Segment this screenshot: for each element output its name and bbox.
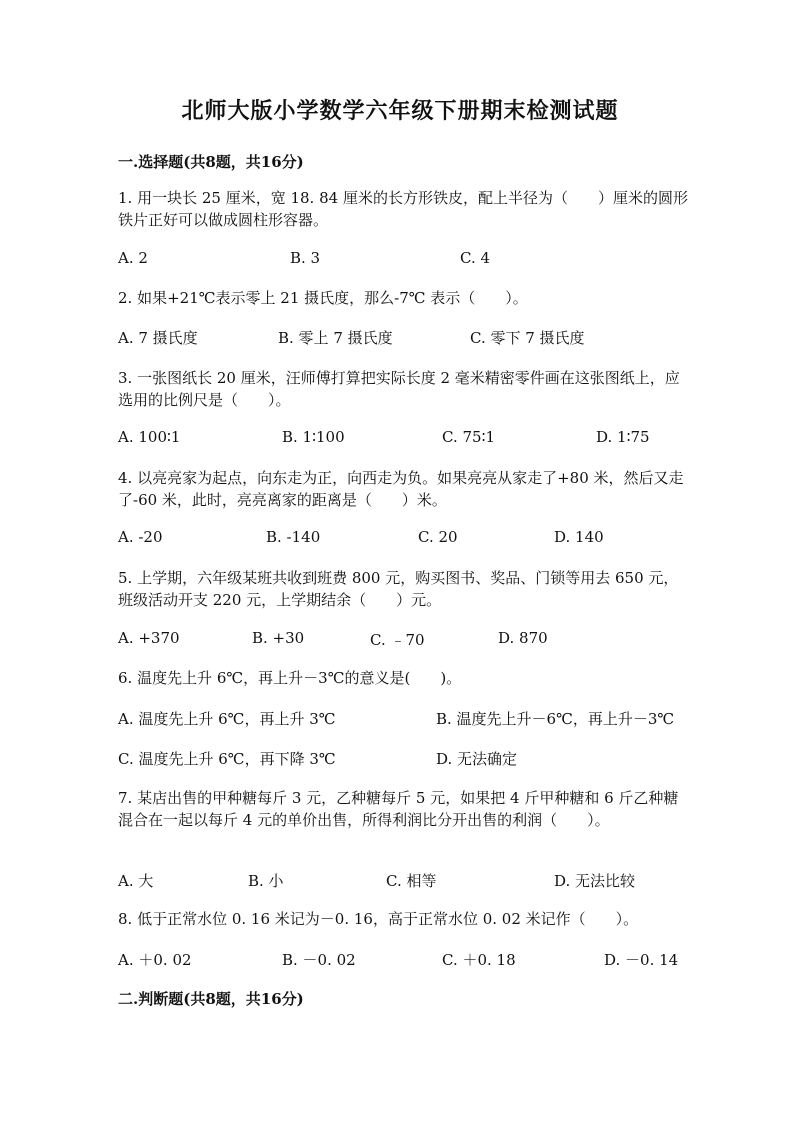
question-2: 2. 如果+21℃表示零上 21 摄氏度，那么-7℃ 表示（ ）。 — [118, 289, 528, 307]
question-8: 8. 低于正常水位 0. 16 米记为－0. 16，高于正常水位 0. 02 米记作（ ）。 — [118, 910, 639, 928]
options-3 — [118, 428, 698, 450]
option-d: D. 870 — [498, 629, 548, 647]
question-7: 7. 某店出售的甲种糖每斤 3 元，乙种糖每斤 5 元，如果把 4 斤甲种糖和 6 斤乙种糖混合在一起以每斤 4 元的单价出售，所得利润比分开出售的利润（ ）。 — [118, 789, 679, 829]
option-a: A. 大 — [118, 872, 154, 890]
option-a: A. +370 — [118, 629, 180, 647]
option-a: A. 100∶1 — [118, 428, 181, 446]
question-6: 6. 温度先上升 6℃，再上升－3℃的意义是( )。 — [118, 669, 462, 687]
question-1: 1. 用一块长 25 厘米，宽 18. 84 厘米的长方形铁皮，配上半径为（ ）厘米的圆形铁片正好可以做成圆柱形容器。 — [118, 189, 688, 229]
option-d: D. －0. 14 — [604, 951, 679, 969]
option-a: A. 7 摄氏度 — [118, 329, 198, 347]
question-3: 3. 一张图纸长 20 厘米，汪师傅打算把实际长度 2 毫米精密零件画在这张图纸上，应选用的比例尺是（ ）。 — [118, 369, 680, 409]
option-b: B. 零上 7 摄氏度 — [278, 329, 393, 347]
option-b: B. -140 — [266, 528, 321, 546]
option-b: B. 3 — [290, 249, 321, 267]
options-1 — [118, 249, 698, 271]
question-4: 4. 以亮亮家为起点，向东走为正，向西走为负。如果亮亮从家走了+80 米，然后又走了-60 米，此时，亮亮离家的距离是（ ）米。 — [118, 469, 684, 509]
options-2 — [118, 327, 698, 349]
options-5 — [118, 629, 698, 651]
section-heading-judge: 二.判断题(共8题，共16分) — [118, 990, 304, 1008]
option-d: D. 无法确定 — [436, 750, 518, 768]
option-d: D. 140 — [554, 528, 604, 546]
option-c: C. ﹣70 — [370, 631, 425, 649]
options-6-row2 — [118, 748, 698, 770]
options-7 — [118, 870, 698, 892]
option-b: B. －0. 02 — [282, 951, 356, 969]
option-c: C. 零下 7 摄氏度 — [470, 329, 585, 347]
question-5: 5. 上学期，六年级某班共收到班费 800 元，购买图书、奖品、门锁等用去 650 元，班级活动开支 220 元，上学期结余（ ）元。 — [118, 569, 679, 609]
options-6-row1 — [118, 708, 698, 730]
option-c: C. ＋0. 18 — [442, 951, 516, 969]
option-d: D. 1∶75 — [596, 428, 650, 446]
option-c: C. 4 — [460, 249, 491, 267]
page-title: 北师大版小学数学六年级下册期末检测试题 — [181, 98, 619, 124]
option-c: C. 75∶1 — [442, 428, 496, 446]
option-b: B. 温度先上升－6℃，再上升－3℃ — [436, 710, 675, 728]
option-b: B. 小 — [248, 872, 284, 890]
option-b: B. 1∶100 — [282, 428, 345, 446]
section-heading-choice: 一.选择题(共8题，共16分) — [118, 153, 304, 171]
options-8 — [118, 949, 698, 971]
option-c: C. 温度先上升 6℃，再下降 3℃ — [118, 750, 336, 768]
option-a: A. 温度先上升 6℃，再上升 3℃ — [118, 710, 336, 728]
options-4 — [118, 528, 698, 550]
option-c: C. 相等 — [386, 872, 437, 890]
option-a: A. ＋0. 02 — [118, 951, 192, 969]
option-d: D. 无法比较 — [554, 872, 636, 890]
option-a: A. -20 — [118, 528, 163, 546]
option-c: C. 20 — [418, 528, 458, 546]
option-a: A. 2 — [118, 249, 148, 267]
option-b: B. +30 — [252, 629, 305, 647]
